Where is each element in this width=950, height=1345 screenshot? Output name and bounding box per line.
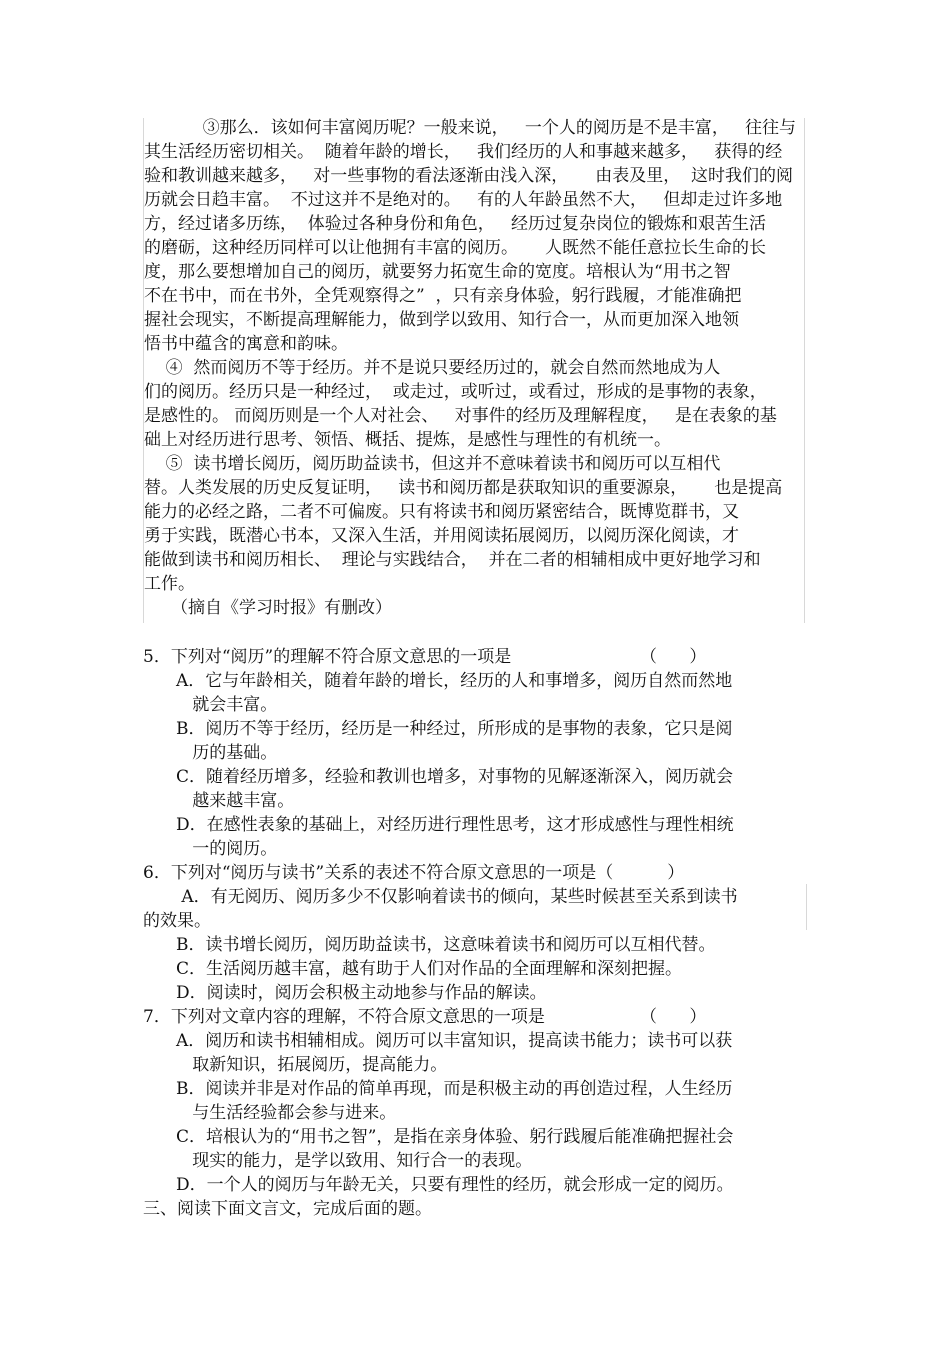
question-6-option-a-cont: 的效果。 — [143, 911, 211, 931]
passage-line: 能做到读书和阅历相长、 理论与实践结合， 并在二者的相辅相成中更好地学习和 — [144, 550, 761, 570]
passage-line: ⑤ 读书增长阅历，阅历助益读书，但这并不意味着读书和阅历可以互相代 — [144, 454, 721, 474]
passage-line: 勇于实践，既潜心书本，又深入生活，并用阅读拓展阅历，以阅历深化阅读，才 — [144, 526, 739, 546]
question-5-option-a: A．它与年龄相关，随着年龄的增长，经历的人和事增多，阅历自然而然地 — [176, 671, 733, 691]
question-6-option-b: B．读书增长阅历，阅历助益读书，这意味着读书和阅历可以互相代替。 — [176, 935, 716, 955]
question-7-option-c-cont: 现实的能力，是学以致用、知行合一的表现。 — [176, 1151, 533, 1171]
question-7-option-b-cont: 与生活经验都会参与进来。 — [176, 1103, 397, 1123]
question-5-option-c-cont: 越来越丰富。 — [176, 791, 295, 811]
passage-line: 能力的必经之路，二者不可偏废。只有将读书和阅历紧密结合，既博览群书，又 — [144, 502, 739, 522]
question-6-option-a: A．有无阅历、阅历多少不仅影响着读书的倾向，某些时候甚至关系到读书 — [176, 887, 738, 907]
question-5-option-d-cont: 一的阅历。 — [176, 839, 278, 859]
question-5-stem: 5．下列对“阅历”的理解不符合原文意思的一项是 — [143, 647, 512, 667]
question-7-option-a: A．阅历和读书相辅相成。阅历可以丰富知识，提高读书能力；读书可以获 — [176, 1031, 733, 1051]
section-3-heading: 三、阅读下面文言文，完成后面的题。 — [143, 1199, 432, 1219]
question-5-option-a-cont: 就会丰富。 — [176, 695, 278, 715]
question-7-stem: 7．下列对文章内容的理解，不符合原文意思的一项是 — [143, 1007, 545, 1027]
question-7-option-c: C．培根认为的“用书之智”，是指在亲身体验、躬行践履后能准确把握社会 — [176, 1127, 734, 1147]
passage-line: 们的阅历。经历只是一种经过， 或走过，或听过，或看过，形成的是事物的表象， — [144, 382, 767, 402]
question-7-option-d: D．一个人的阅历与年龄无关，只要有理性的经历，就会形成一定的阅历。 — [176, 1175, 734, 1195]
question-5-option-b: B．阅历不等于经历，经历是一种经过，所形成的是事物的表象，它只是阅 — [176, 719, 733, 739]
question-5-option-d: D．在感性表象的基础上，对经历进行理性思考，这才形成感性与理性相统 — [176, 815, 734, 835]
passage-line: ③那么．该如何丰富阅历呢？一般来说， 一个人的阅历是不是丰富， 往往与 — [181, 118, 797, 138]
question-5-option-c: C．随着经历增多，经验和教训也增多，对事物的见解逐渐深入，阅历就会 — [176, 767, 734, 787]
question-6-option-d: D．阅读时，阅历会积极主动地参与作品的解读。 — [176, 983, 547, 1003]
passage-line: 方，经过诸多历练， 体验过各种身份和角色， 经历过复杂岗位的锻炼和艰苦生活 — [144, 214, 767, 234]
margin-rule — [806, 884, 807, 930]
passage-line: 验和教训越来越多， 对一些事物的看法逐渐由浅入深， 由表及里， 这时我们的阅 — [144, 166, 794, 186]
question-7-option-a-cont: 取新知识，拓展阅历，提高能力。 — [176, 1055, 448, 1075]
passage-line: 替。人类发展的历史反复证明， 读书和阅历都是获取知识的重要源泉， 也是提高 — [144, 478, 783, 498]
question-5-answer-bracket: （ ） — [640, 647, 707, 667]
question-5-option-b-cont: 历的基础。 — [176, 743, 278, 763]
passage-line: 是感性的。 而阅历则是一个人对社会、 对事件的经历及理解程度， 是在表象的基 — [144, 406, 777, 426]
passage-line: 度，那么要想增加自己的阅历，就要努力拓宽生命的宽度。培根认为“用书之智 — [144, 262, 731, 282]
passage-line: 工作。 — [144, 574, 195, 594]
passage-line: 其生活经历密切相关。 随着年龄的增长， 我们经历的人和事越来越多， 获得的经 — [144, 142, 783, 162]
passage-line: 历就会日趋丰富。 不过这并不是绝对的。 有的人年龄虽然不大， 但却走过许多地 — [144, 190, 783, 210]
passage-line: 握社会现实，不断提高理解能力，做到学以致用、知行合一，从而更加深入地领 — [144, 310, 739, 330]
question-7-answer-bracket: （ ） — [640, 1007, 707, 1027]
question-6-option-c: C．生活阅历越丰富，越有助于人们对作品的全面理解和深刻把握。 — [176, 959, 683, 979]
passage-line: 的磨砺，这种经历同样可以让他拥有丰富的阅历。 人既然不能任意拉长生命的长 — [144, 238, 767, 258]
question-6-stem: 6．下列对“阅历与读书”关系的表述不符合原文意思的一项是（ ） — [143, 863, 685, 883]
passage-line: ④ 然而阅历不等于经历。并不是说只要经历过的，就会自然而然地成为人 — [144, 358, 721, 378]
passage-line: 不在书中，而在书外，全凭观察得之” ，只有亲身体验，躬行践履，才能准确把 — [144, 286, 742, 306]
passage-line: 础上对经历进行思考、领悟、概括、提炼，是感性与理性的有机统一。 — [144, 430, 671, 450]
question-7-option-b: B．阅读并非是对作品的简单再现，而是积极主动的再创造过程，人生经历 — [176, 1079, 733, 1099]
passage-source: （摘自《学习时报》有删改） — [144, 598, 393, 618]
passage-line: 悟书中蕴含的寓意和韵味。 — [144, 334, 348, 354]
